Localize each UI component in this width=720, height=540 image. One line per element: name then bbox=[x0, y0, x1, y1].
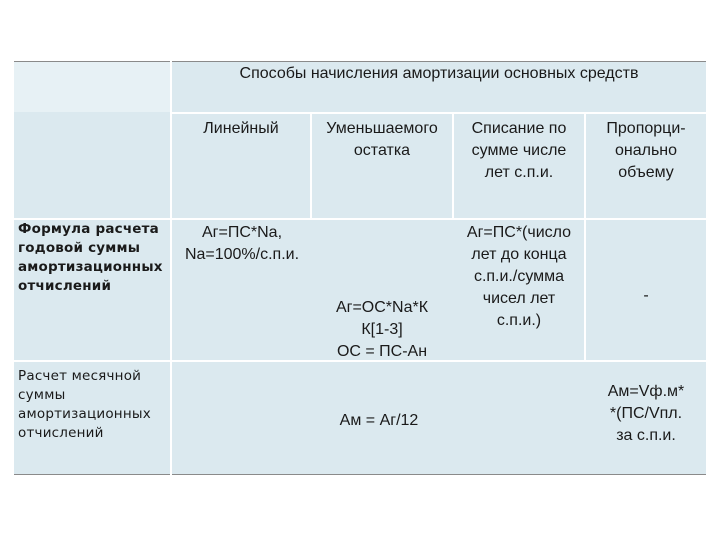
cell-proportional-dash: - bbox=[643, 287, 649, 304]
table-bottom-border bbox=[14, 474, 706, 475]
cell-proportional-monthly: Ам=Vф.м* *(ПС/Vпл. за с.п.и. bbox=[607, 383, 685, 444]
row-header-annual: Формула расчета годовой суммы амортизационных отчислений bbox=[18, 221, 163, 294]
cell-declining-formula: Аг=ОС*Nа*К К[1-3] ОС = ПС-Ан bbox=[335, 299, 429, 360]
col-header-linear: Линейный bbox=[203, 120, 279, 137]
cell-monthly-formula: Ам = Аг/12 bbox=[339, 412, 419, 429]
row-header-monthly: Расчет месячной суммы амортизационных отчислений bbox=[18, 368, 151, 441]
col-header-sum-years: Списание по сумме числе лет с.п.и. bbox=[471, 120, 567, 181]
amortization-table bbox=[14, 61, 706, 475]
title-divider bbox=[172, 112, 706, 114]
table-title: Способы начисления амортизации основных средств bbox=[239, 65, 639, 82]
cell-sum-years-formula: Аг=ПС*(число лет до конца с.п.и./сумма чисел лет с.п.и.) bbox=[466, 224, 572, 329]
col-header-proportional: Пропорци- онально объему bbox=[606, 120, 686, 181]
col-header-declining: Уменьшаемого остатка bbox=[326, 120, 438, 159]
corner-cell bbox=[14, 62, 172, 112]
cell-linear-formula: Аг=ПС*Nа, Nа=100%/с.п.и. bbox=[184, 224, 300, 263]
